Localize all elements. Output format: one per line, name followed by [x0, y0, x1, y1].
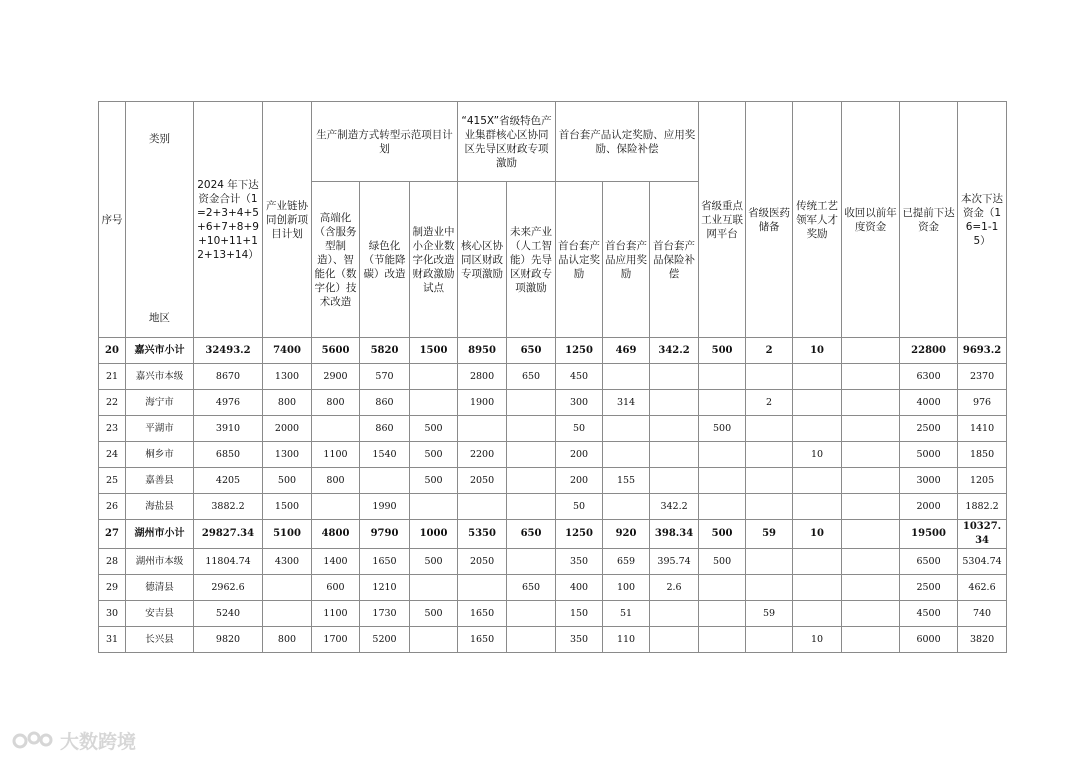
watermark [12, 727, 136, 754]
row-value-cell: 4976 [194, 390, 263, 416]
row-value-cell [746, 494, 793, 520]
row-value-cell [699, 494, 746, 520]
row-value-cell: 500 [263, 468, 312, 494]
row-value-cell [746, 627, 793, 653]
row-value-cell [410, 575, 458, 601]
row-value-cell: 740 [958, 601, 1007, 627]
row-value-cell [650, 468, 699, 494]
funding-table [98, 101, 1007, 653]
row-seq-cell: 28 [99, 549, 126, 575]
row-value-cell: 51 [603, 601, 650, 627]
row-value-cell [842, 520, 900, 549]
row-value-cell [699, 575, 746, 601]
row-value-cell [650, 364, 699, 390]
row-value-cell: 150 [556, 601, 603, 627]
row-region-cell: 嘉兴市本级 [126, 364, 194, 390]
header-prod-sub-3: 制造业中小企业数字化改造财政激励试点 [410, 182, 458, 338]
header-advance: 已提前下达资金 [900, 102, 958, 338]
row-value-cell: 8670 [194, 364, 263, 390]
row-value-cell: 650 [507, 520, 556, 549]
row-value-cell: 1000 [410, 520, 458, 549]
row-value-cell: 1205 [958, 468, 1007, 494]
row-value-cell: 32493.2 [194, 338, 263, 364]
row-value-cell [842, 575, 900, 601]
row-value-cell [507, 442, 556, 468]
row-value-cell [650, 442, 699, 468]
row-value-cell [699, 390, 746, 416]
header-talent-award: 传统工艺领军人才奖励 [793, 102, 842, 338]
row-value-cell: 10 [793, 442, 842, 468]
row-value-cell: 11804.74 [194, 549, 263, 575]
row-value-cell [699, 364, 746, 390]
row-value-cell: 860 [360, 416, 410, 442]
row-value-cell [410, 627, 458, 653]
row-value-cell: 2900 [312, 364, 360, 390]
row-value-cell [507, 416, 556, 442]
row-value-cell: 8950 [458, 338, 507, 364]
row-value-cell: 4800 [312, 520, 360, 549]
row-value-cell: 155 [603, 468, 650, 494]
row-seq-cell: 24 [99, 442, 126, 468]
row-value-cell: 6500 [900, 549, 958, 575]
row-value-cell [842, 390, 900, 416]
row-value-cell: 860 [360, 390, 410, 416]
row-value-cell: 22800 [900, 338, 958, 364]
row-value-cell: 2000 [263, 416, 312, 442]
row-value-cell [603, 442, 650, 468]
row-value-cell [458, 416, 507, 442]
row-value-cell: 5000 [900, 442, 958, 468]
row-value-cell: 500 [699, 549, 746, 575]
row-value-cell: 10 [793, 627, 842, 653]
row-value-cell: 5600 [312, 338, 360, 364]
row-value-cell: 29827.34 [194, 520, 263, 549]
row-value-cell: 5350 [458, 520, 507, 549]
row-value-cell: 342.2 [650, 494, 699, 520]
row-value-cell: 2.6 [650, 575, 699, 601]
row-value-cell [793, 575, 842, 601]
row-value-cell: 7400 [263, 338, 312, 364]
row-value-cell: 976 [958, 390, 1007, 416]
row-value-cell: 650 [507, 575, 556, 601]
row-value-cell [650, 390, 699, 416]
header-first-set-group: 首台套产品认定奖励、应用奖励、保险补偿 [556, 102, 699, 182]
header-first-sub-1: 首台套产品认定奖励 [556, 182, 603, 338]
row-value-cell: 462.6 [958, 575, 1007, 601]
row-value-cell: 400 [556, 575, 603, 601]
header-recover: 收回以前年度资金 [842, 102, 900, 338]
header-prod-sub-2: 绿色化（节能降碳）改造 [360, 182, 410, 338]
row-value-cell: 5304.74 [958, 549, 1007, 575]
row-seq-cell: 25 [99, 468, 126, 494]
table-row [99, 601, 1007, 627]
row-region-cell: 嘉兴市小计 [126, 338, 194, 364]
row-value-cell [842, 468, 900, 494]
row-region-cell: 桐乡市 [126, 442, 194, 468]
row-value-cell [793, 390, 842, 416]
row-value-cell: 1300 [263, 364, 312, 390]
row-value-cell [842, 627, 900, 653]
row-region-cell: 湖州市小计 [126, 520, 194, 549]
row-value-cell: 500 [410, 468, 458, 494]
header-seq: 序号 [99, 102, 126, 338]
subtotal-row [99, 338, 1007, 364]
row-value-cell: 350 [556, 627, 603, 653]
row-value-cell [507, 468, 556, 494]
header-cluster-group: “415X”省级特色产业集群核心区协同区先导区财政专项激励 [458, 102, 556, 182]
row-value-cell [699, 627, 746, 653]
row-seq-cell: 30 [99, 601, 126, 627]
row-value-cell [360, 468, 410, 494]
header-region: 地区 [149, 312, 170, 324]
row-value-cell [699, 442, 746, 468]
row-value-cell: 1410 [958, 416, 1007, 442]
row-value-cell: 3910 [194, 416, 263, 442]
row-value-cell: 3000 [900, 468, 958, 494]
header-prod-sub-1: 高端化（含服务型制造）、智能化（数字化）技术改造 [312, 182, 360, 338]
row-value-cell: 1650 [458, 601, 507, 627]
row-value-cell: 570 [360, 364, 410, 390]
row-seq-cell: 31 [99, 627, 126, 653]
row-value-cell: 1540 [360, 442, 410, 468]
row-value-cell: 920 [603, 520, 650, 549]
row-value-cell [793, 364, 842, 390]
row-value-cell [842, 338, 900, 364]
row-value-cell [603, 416, 650, 442]
row-value-cell: 1650 [458, 627, 507, 653]
row-region-cell: 平湖市 [126, 416, 194, 442]
row-value-cell: 800 [312, 390, 360, 416]
row-value-cell: 800 [312, 468, 360, 494]
row-seq-cell: 21 [99, 364, 126, 390]
header-first-sub-3: 首台套产品保险补偿 [650, 182, 699, 338]
row-value-cell: 300 [556, 390, 603, 416]
table-row [99, 390, 1007, 416]
row-value-cell: 2962.6 [194, 575, 263, 601]
row-value-cell [746, 364, 793, 390]
row-value-cell: 800 [263, 627, 312, 653]
row-value-cell: 4300 [263, 549, 312, 575]
row-value-cell [842, 416, 900, 442]
row-value-cell: 59 [746, 601, 793, 627]
row-value-cell [507, 549, 556, 575]
row-value-cell [650, 627, 699, 653]
row-value-cell [842, 364, 900, 390]
row-seq-cell: 26 [99, 494, 126, 520]
header-category: 类别 [149, 133, 170, 145]
row-value-cell: 3882.2 [194, 494, 263, 520]
header-category-region [126, 102, 194, 338]
row-value-cell: 1250 [556, 338, 603, 364]
row-value-cell [793, 601, 842, 627]
row-value-cell: 200 [556, 442, 603, 468]
row-value-cell: 2370 [958, 364, 1007, 390]
header-cluster-sub-2: 未来产业（人工智能）先导区财政专项激励 [507, 182, 556, 338]
row-region-cell: 德清县 [126, 575, 194, 601]
row-value-cell [312, 416, 360, 442]
header-chain: 产业链协同创新项目计划 [263, 102, 312, 338]
row-value-cell: 1882.2 [958, 494, 1007, 520]
row-value-cell: 500 [699, 416, 746, 442]
row-value-cell [507, 494, 556, 520]
row-value-cell: 1850 [958, 442, 1007, 468]
row-region-cell: 湖州市本级 [126, 549, 194, 575]
row-value-cell [507, 601, 556, 627]
row-value-cell: 100 [603, 575, 650, 601]
row-value-cell [603, 364, 650, 390]
row-region-cell: 安吉县 [126, 601, 194, 627]
row-value-cell: 500 [410, 549, 458, 575]
row-seq-cell: 27 [99, 520, 126, 549]
row-value-cell: 2 [746, 390, 793, 416]
row-value-cell [650, 416, 699, 442]
row-value-cell [746, 575, 793, 601]
row-value-cell [699, 601, 746, 627]
table-row [99, 627, 1007, 653]
row-value-cell: 9790 [360, 520, 410, 549]
row-value-cell: 1500 [410, 338, 458, 364]
row-value-cell: 2200 [458, 442, 507, 468]
row-value-cell [507, 390, 556, 416]
watermark-text: 大数跨境 [60, 731, 137, 753]
row-value-cell: 2050 [458, 468, 507, 494]
row-seq-cell: 22 [99, 390, 126, 416]
row-value-cell [793, 416, 842, 442]
header-internet-platform: 省级重点工业互联网平台 [699, 102, 746, 338]
header-medicine-reserve: 省级医药储备 [746, 102, 793, 338]
subtotal-row [99, 520, 1007, 549]
row-value-cell [603, 494, 650, 520]
row-value-cell: 4500 [900, 601, 958, 627]
row-value-cell: 10 [793, 338, 842, 364]
row-value-cell: 2 [746, 338, 793, 364]
header-cluster-sub-1: 核心区协同区财政专项激励 [458, 182, 507, 338]
row-value-cell [793, 494, 842, 520]
row-value-cell: 110 [603, 627, 650, 653]
row-value-cell: 314 [603, 390, 650, 416]
row-seq-cell: 29 [99, 575, 126, 601]
row-region-cell: 嘉善县 [126, 468, 194, 494]
header-first-sub-2: 首台套产品应用奖励 [603, 182, 650, 338]
row-value-cell [410, 364, 458, 390]
row-value-cell: 500 [410, 442, 458, 468]
row-value-cell [746, 416, 793, 442]
row-value-cell [410, 494, 458, 520]
row-value-cell: 395.74 [650, 549, 699, 575]
row-value-cell: 1900 [458, 390, 507, 416]
table-row [99, 494, 1007, 520]
row-value-cell [410, 390, 458, 416]
row-value-cell: 3820 [958, 627, 1007, 653]
table-row [99, 575, 1007, 601]
row-value-cell: 2500 [900, 575, 958, 601]
header-production-group: 生产制造方式转型示范项目计划 [312, 102, 458, 182]
row-seq-cell: 23 [99, 416, 126, 442]
row-value-cell: 4000 [900, 390, 958, 416]
row-value-cell: 5200 [360, 627, 410, 653]
row-value-cell: 350 [556, 549, 603, 575]
row-value-cell: 2500 [900, 416, 958, 442]
table-row [99, 468, 1007, 494]
table-row [99, 549, 1007, 575]
row-value-cell: 342.2 [650, 338, 699, 364]
row-value-cell [650, 601, 699, 627]
row-value-cell [842, 494, 900, 520]
row-value-cell: 5100 [263, 520, 312, 549]
row-value-cell: 1730 [360, 601, 410, 627]
table-row [99, 416, 1007, 442]
row-value-cell: 1100 [312, 601, 360, 627]
row-value-cell [699, 468, 746, 494]
row-value-cell: 650 [507, 364, 556, 390]
row-value-cell: 500 [699, 338, 746, 364]
row-value-cell [793, 549, 842, 575]
row-value-cell: 500 [410, 601, 458, 627]
row-value-cell [842, 601, 900, 627]
row-value-cell [458, 494, 507, 520]
row-value-cell [746, 549, 793, 575]
row-region-cell: 长兴县 [126, 627, 194, 653]
row-value-cell: 500 [410, 416, 458, 442]
row-value-cell: 1650 [360, 549, 410, 575]
header-total: 2024 年下达资金合计（1=2+3+4+5+6+7+8+9+10+11+12+13+14） [194, 102, 263, 338]
row-value-cell [507, 627, 556, 653]
row-value-cell: 469 [603, 338, 650, 364]
row-value-cell: 5820 [360, 338, 410, 364]
row-value-cell: 1100 [312, 442, 360, 468]
row-value-cell: 5240 [194, 601, 263, 627]
row-value-cell [842, 442, 900, 468]
row-value-cell: 6300 [900, 364, 958, 390]
row-value-cell: 2050 [458, 549, 507, 575]
row-value-cell: 6850 [194, 442, 263, 468]
row-value-cell [793, 468, 842, 494]
table-body [99, 338, 1007, 653]
row-value-cell: 1250 [556, 520, 603, 549]
row-value-cell: 650 [507, 338, 556, 364]
row-value-cell: 600 [312, 575, 360, 601]
row-value-cell: 450 [556, 364, 603, 390]
row-value-cell [746, 468, 793, 494]
row-value-cell [263, 575, 312, 601]
row-value-cell [312, 494, 360, 520]
row-value-cell: 1300 [263, 442, 312, 468]
header-current: 本次下达资金（16=1-15） [958, 102, 1007, 338]
row-value-cell: 6000 [900, 627, 958, 653]
row-value-cell: 10327.34 [958, 520, 1007, 549]
row-value-cell: 9820 [194, 627, 263, 653]
row-value-cell: 1500 [263, 494, 312, 520]
row-value-cell: 50 [556, 416, 603, 442]
row-region-cell: 海盐县 [126, 494, 194, 520]
row-value-cell: 800 [263, 390, 312, 416]
row-value-cell [263, 601, 312, 627]
row-value-cell: 4205 [194, 468, 263, 494]
row-value-cell: 19500 [900, 520, 958, 549]
row-value-cell: 500 [699, 520, 746, 549]
row-value-cell: 1700 [312, 627, 360, 653]
table-row [99, 364, 1007, 390]
row-value-cell: 1990 [360, 494, 410, 520]
row-value-cell: 2000 [900, 494, 958, 520]
row-value-cell [746, 442, 793, 468]
row-value-cell: 59 [746, 520, 793, 549]
brand-logo-icon [12, 730, 54, 752]
row-value-cell: 50 [556, 494, 603, 520]
row-value-cell: 9693.2 [958, 338, 1007, 364]
row-value-cell [458, 575, 507, 601]
row-value-cell: 2800 [458, 364, 507, 390]
row-value-cell: 1210 [360, 575, 410, 601]
row-value-cell: 398.34 [650, 520, 699, 549]
row-region-cell: 海宁市 [126, 390, 194, 416]
row-value-cell: 659 [603, 549, 650, 575]
table-row [99, 442, 1007, 468]
row-seq-cell: 20 [99, 338, 126, 364]
row-value-cell: 10 [793, 520, 842, 549]
row-value-cell: 200 [556, 468, 603, 494]
row-value-cell [842, 549, 900, 575]
row-value-cell: 1400 [312, 549, 360, 575]
